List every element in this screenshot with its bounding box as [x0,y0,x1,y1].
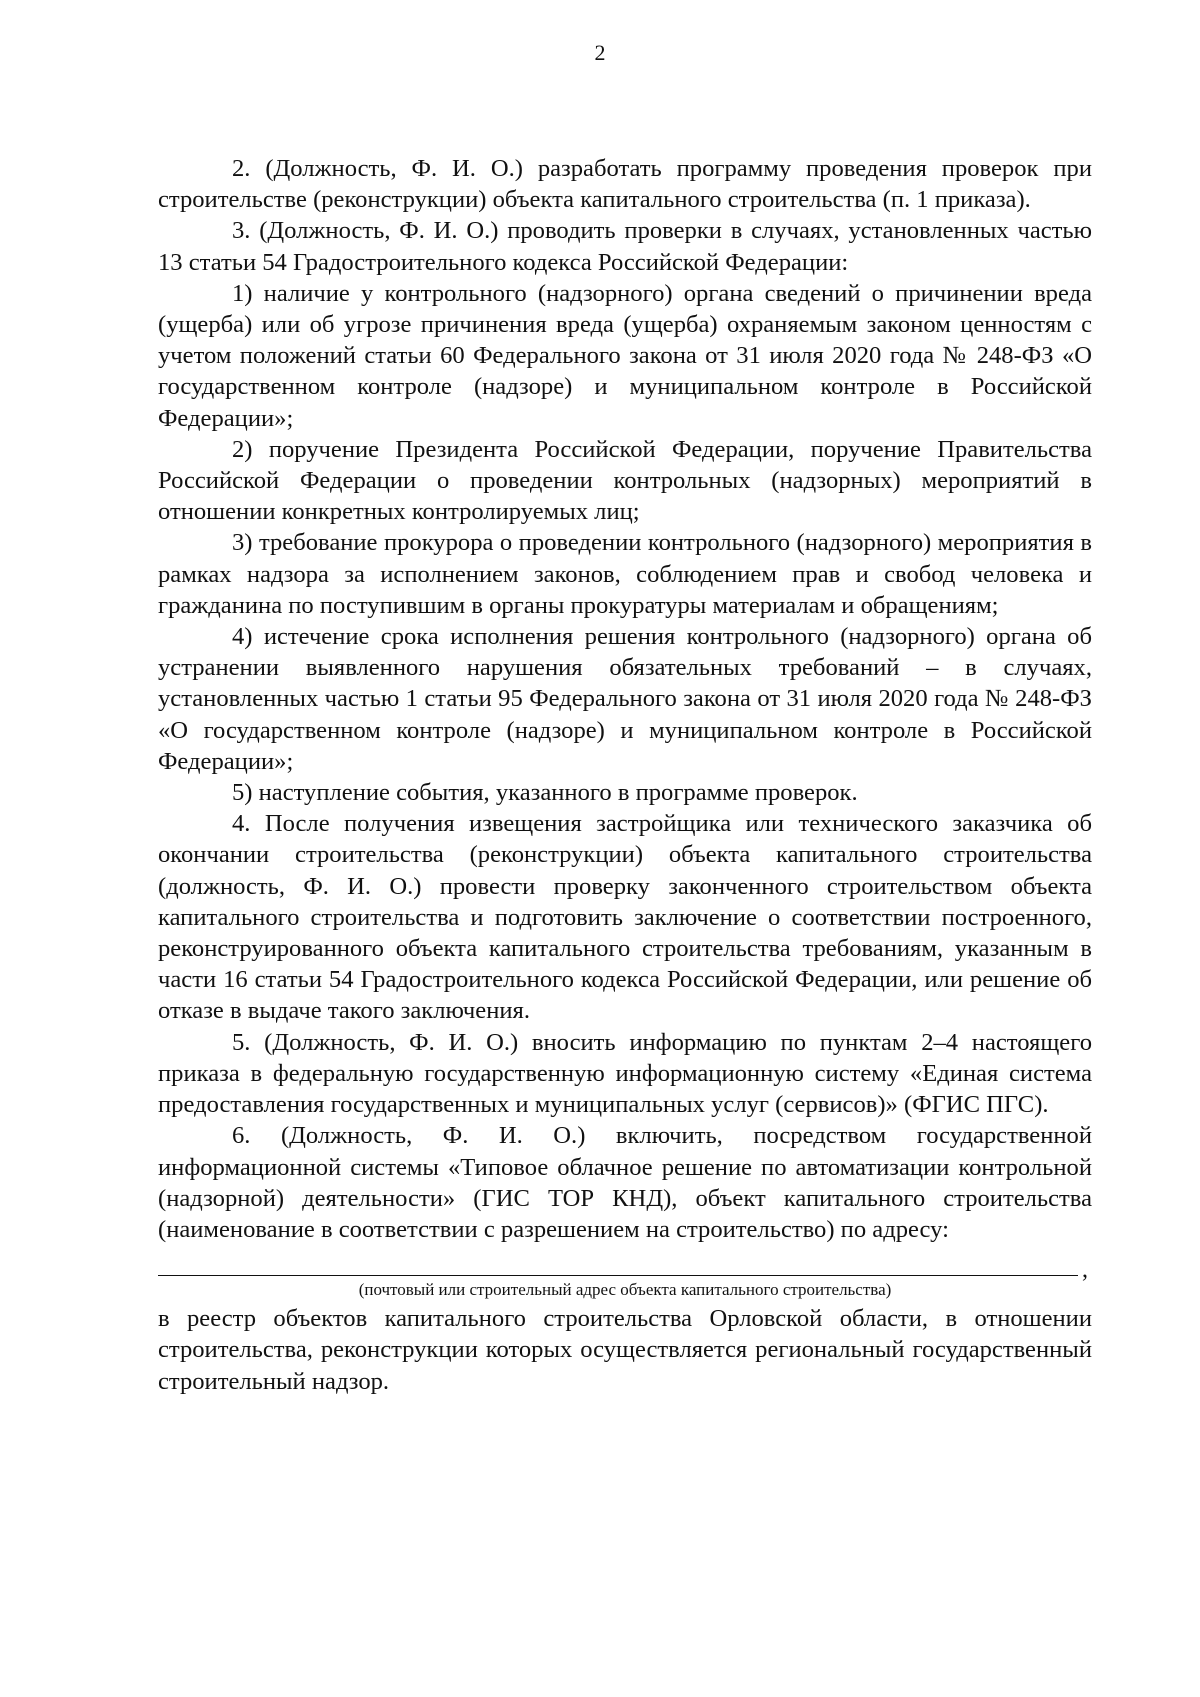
paragraph-subitem-2: 2) поручение Президента Российской Федерации, поручение Правительства Российской Федерации о проведении контрольных (надзорных) мероприятий в отношении конкретных контролируемых лиц; [158,435,1092,526]
document-body [158,153,1092,1397]
page-number: 2 [594,40,606,65]
address-comma: , [1082,1257,1088,1284]
paragraph-subitem-1: 1) наличие у контрольного (надзорного) органа сведений о причинении вреда (ущерба) или об угрозе причинения вреда (ущерба) охраняемым законом ценностям с учетом положений статьи 60 Федерального закона от 31 июля 2020 года № 248-ФЗ «О государственном контроле (надзоре) и муниципальном контроле в Российской Федерации»; [158,279,1092,432]
paragraph-item-4: 4. После получения извещения застройщика или технического заказчика об окончании строительства (реконструкции) объекта капитального строительства (должность, Ф. И. О.) провести проверку законченного строительством объекта капитального строительства и подготовить заключение о соответствии построенного, реконструированного объекта капитального строительства требованиям, указанным в части 16 статьи 54 Градостроительного кодекса Российской Федерации, или решение об отказе в выдаче такого заключения. [158,810,1092,1025]
paragraph-subitem-5: 5) наступление события, указанного в программе проверок. [232,779,858,807]
address-blank-line [158,1275,1078,1276]
paragraph-item-2: 2. (Должность, Ф. И. О.) разработать программу проведения проверок при строительстве (реконструкции) объекта капитального строительства (п. 1 приказа). [158,155,1092,214]
closing-paragraph: в реестр объектов капитального строительства Орловской области, в отношении строительства, реконструкции которых осуществляется региональный государственный строительный надзор. [158,1305,1092,1395]
paragraph-subitem-4: 4) истечение срока исполнения решения контрольного (надзорного) органа об устранении выявленного нарушения обязательных требований – в случаях, установленных частью 1 статьи 95 Федерального закона от 31 июля 2020 года № 248-ФЗ «О государственном контроле (надзоре) и муниципальном контроле в Российской Федерации»; [158,623,1092,775]
address-fill-field [158,1257,1092,1303]
address-caption: (почтовый или строительный адрес объекта капитального строительства) [358,1280,892,1300]
paragraph-item-5: 5. (Должность, Ф. И. О.) вносить информацию по пунктам 2–4 настоящего приказа в федеральную государственную информационную систему «Единая система предоставления государственных и муниципальных услуг (сервисов)» (ФГИС ПГС). [158,1028,1092,1119]
paragraph-item-6: 6. (Должность, Ф. И. О.) включить, посредством государственной информационной системы «Типовое облачное решение по автоматизации контрольной (надзорной) деятельности» (ГИС ТОР КНД), объект капитального строительства (наименование в соответствии с разрешением на строительство) по адресу: [158,1122,1092,1243]
paragraph-subitem-3: 3) требование прокурора о проведении контрольного (надзорного) мероприятия в рамках надзора за исполнением законов, соблюдением прав и свобод человека и гражданина по поступившим в органы прокуратуры материалам и обращениям; [158,529,1092,619]
paragraph-item-3: 3. (Должность, Ф. И. О.) проводить проверки в случаях, установленных частью 13 статьи 54 Градостроительного кодекса Российской Федерации: [158,217,1092,276]
